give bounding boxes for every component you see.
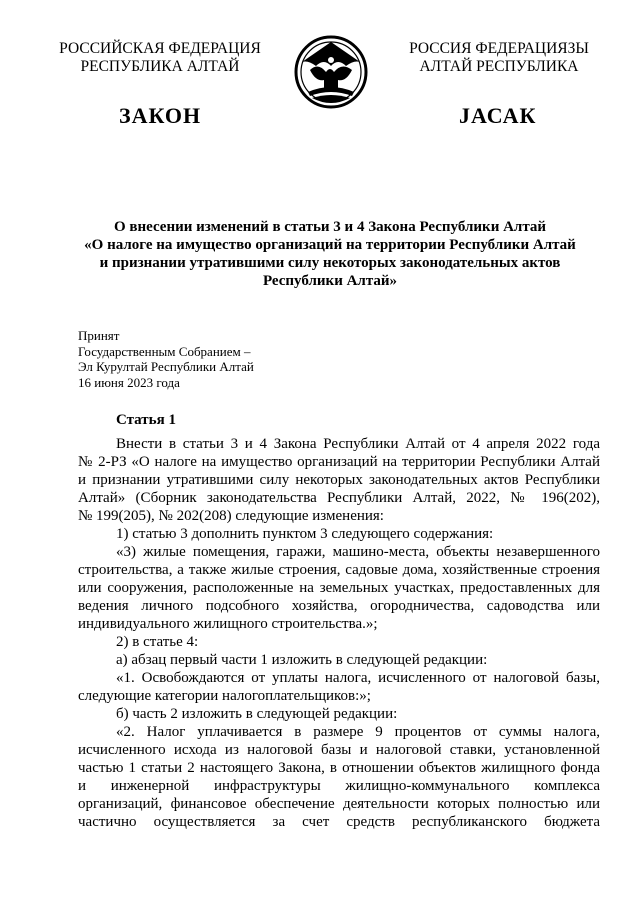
body-line: ведения личного подсобного хозяйства, огородничества, садоводства или: [78, 598, 600, 614]
adoption-date: 16 июня 2023 года: [78, 374, 180, 390]
adoption-line: Принят: [78, 328, 120, 343]
header-republic: РЕСПУБЛИКА АЛТАЙ: [80, 58, 240, 75]
header-country: РОССИЙСКАЯ ФЕДЕРАЦИЯ: [59, 40, 261, 57]
body-line: индивидуального жилищного строительства.»;: [78, 616, 378, 632]
body-line: № 2-РЗ «О налоге на имущество организаций на территории Республики Алтай: [78, 454, 600, 470]
law-title-line: Республики Алтай»: [262, 273, 398, 289]
body-line: и признании утратившими силу некоторых законодательных актов Республики: [78, 472, 600, 488]
body-line: а) абзац первый части 1 изложить в следующей редакции:: [116, 652, 488, 668]
body-line: Алтай» (Сборник законодательства Республики Алтай, 2022, № 196(202),: [78, 490, 600, 506]
body-line: 2) в статье 4:: [116, 634, 199, 650]
body-line: организаций, финансовое обеспечение деятельности которых полностью или: [78, 796, 600, 812]
header-russian: [40, 40, 280, 76]
law-title-line: О внесении изменений в статьи 3 и 4 Закона Республики Алтай: [113, 219, 547, 235]
body-line: частью 1 статьи 2 настоящего Закона, в отношении объектов жилищного фонда: [78, 760, 600, 776]
body-line: следующие категории налогоплательщиков:»;: [78, 688, 371, 704]
body-line: б) часть 2 изложить в следующей редакции:: [116, 706, 398, 722]
body-line: «3) жилые помещения, гаражи, машино-места, объекты незавершенного: [116, 544, 600, 560]
body-line: «2. Налог уплачивается в размере 9 процентов от суммы налога,: [116, 724, 600, 740]
adoption-line: Государственным Собранием –: [78, 343, 251, 359]
body-line: Внести в статьи 3 и 4 Закона Республики Алтай от 4 апреля 2022 года: [116, 436, 600, 452]
article-heading: Статья 1: [116, 412, 176, 428]
header-altai: [388, 40, 610, 76]
altai-republic-coat-of-arms-icon: [294, 32, 368, 112]
adoption-line: Эл Курултай Республики Алтай: [78, 359, 254, 374]
body-line: 1) статью 3 дополнить пунктом 3 следующего содержания:: [116, 526, 494, 542]
body-line: или сооружения, расположенные на земельных участках, предоставленных для: [78, 580, 600, 596]
header-country-altai: РОССИЯ ФЕДЕРАЦИЯЗЫ: [409, 40, 589, 57]
header-republic-altai: АЛТАЙ РЕСПУБЛИКА: [419, 58, 579, 75]
body-line: исчисленного исхода из налоговой базы и налоговой ставки, установленной: [78, 742, 600, 758]
body-line: и инженерной инфраструктуры жилищно-коммунального комплекса: [78, 778, 600, 794]
body-line: частично осуществляется за счет средств республиканского бюджета: [78, 814, 600, 830]
law-heading-altai: JАСАК: [459, 103, 537, 128]
law-title-line: и признании утратившими силу некоторых законодательных актов: [99, 255, 561, 271]
adoption-note: [78, 328, 254, 390]
body-line: строительства, а также жилые строения, садовые дома, хозяйственные строения: [78, 562, 600, 578]
law-title: [70, 218, 590, 290]
body-line: № 199(205), № 202(208) следующие изменения:: [78, 508, 384, 524]
law-heading-russian: ЗАКОН: [119, 103, 202, 128]
article-body: [78, 435, 600, 831]
body-line: «1. Освобождаются от уплаты налога, исчисленного от налоговой базы,: [116, 670, 600, 686]
law-title-line: «О налоге на имущество организаций на территории Республики Алтай: [84, 237, 576, 253]
